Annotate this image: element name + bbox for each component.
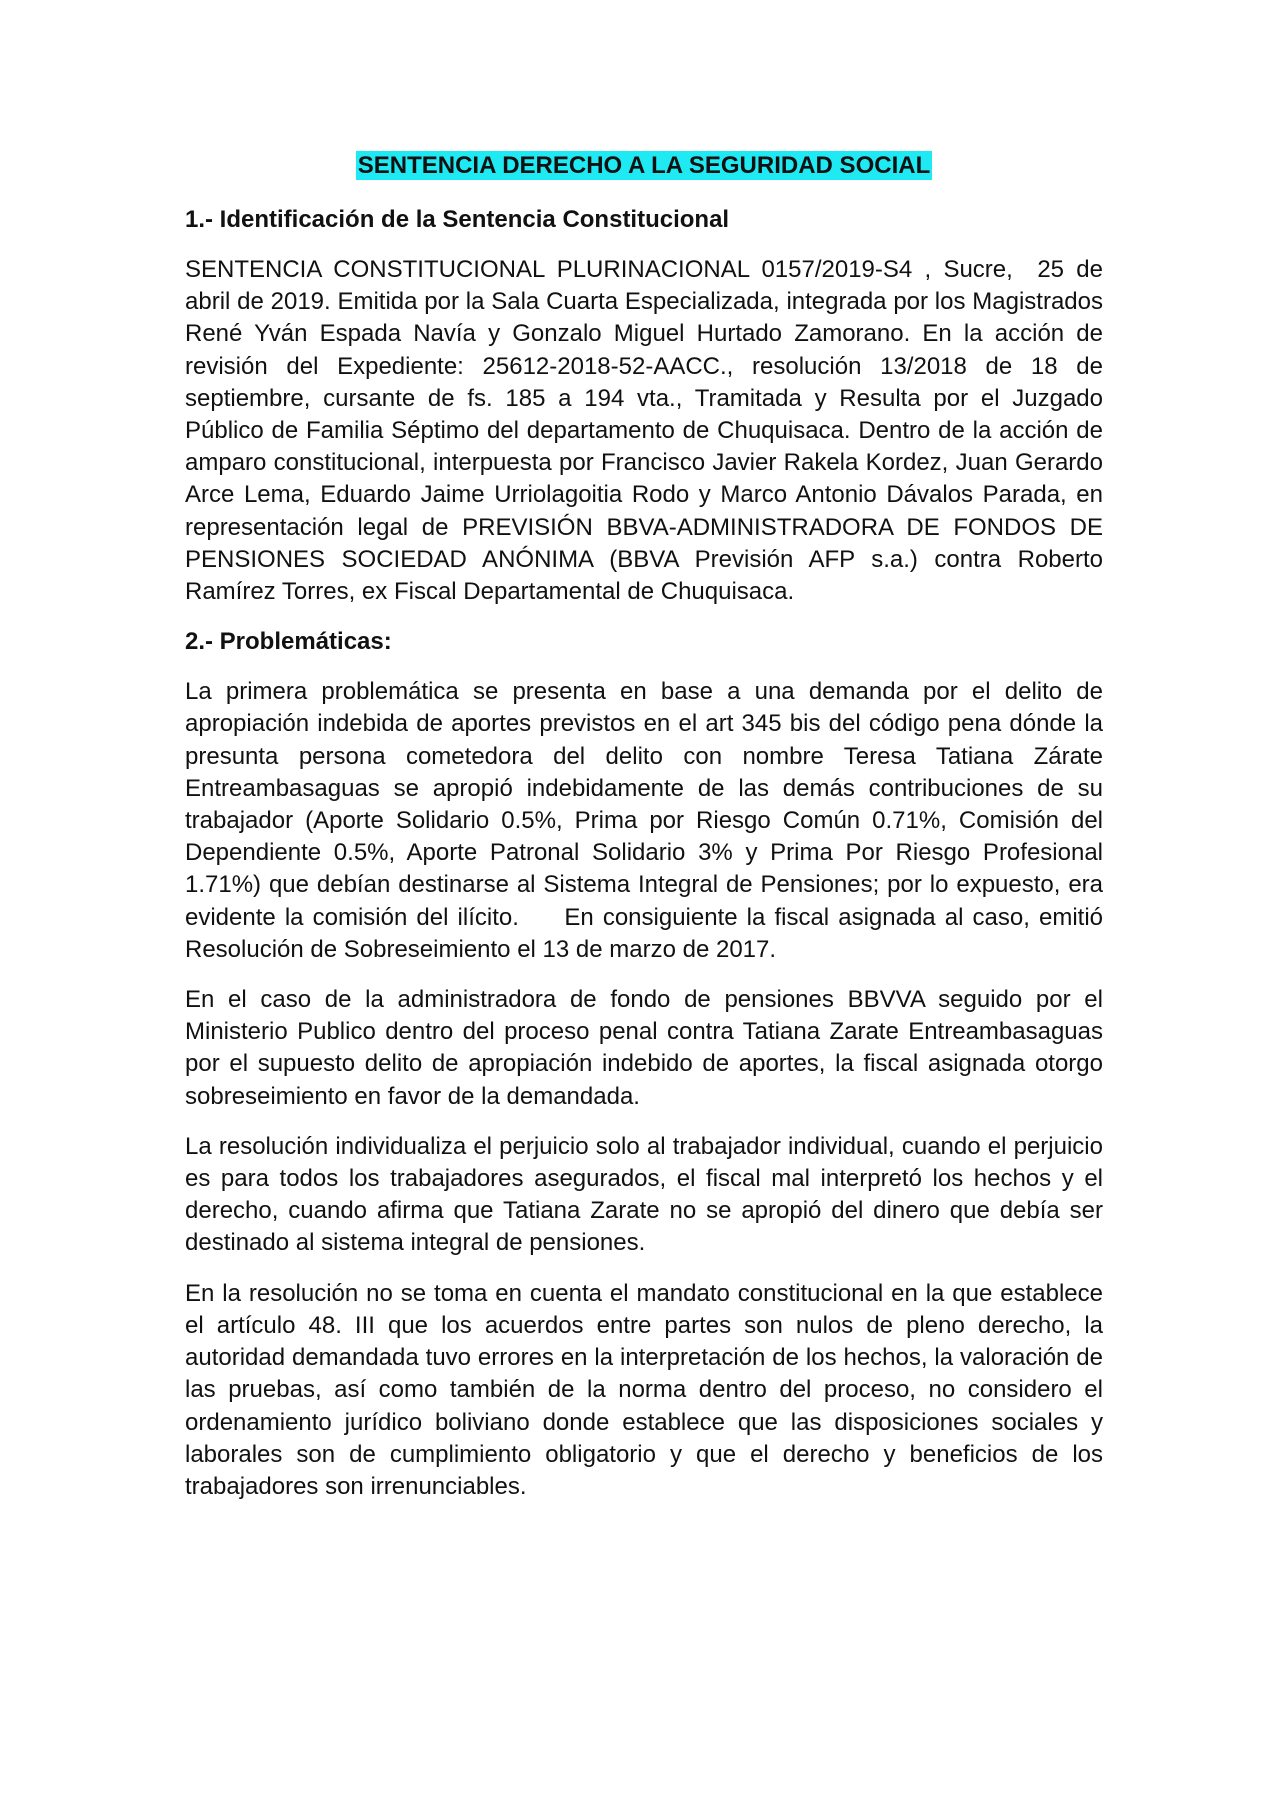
section-problematicas <box>185 626 1110 1503</box>
section-heading: 2.- Problemáticas: <box>185 628 392 656</box>
document-page <box>185 150 1110 1521</box>
paragraph: En el caso de la administradora de fondo de pensiones BBVVA seguido por el Ministerio Publico dentro del proceso penal contra Tatiana Zarate Entreambasaguas por el supuesto delito de apropiación indebido de aportes, la fiscal asignada otorgo sobreseimiento en favor de la demandada. <box>185 986 1110 1110</box>
paragraph: La resolución individualiza el perjuicio solo al trabajador individual, cuando el perjuicio es para todos los trabajadores asegurados, el fiscal mal interpretó los hechos y el derecho, cuando afirma que Tatiana Zarate no se apropió del dinero que debía ser destinado al sistema integral de pensiones. <box>185 1132 1110 1257</box>
title-line <box>185 150 1103 182</box>
document-title: SENTENCIA DERECHO A LA SEGURIDAD SOCIAL <box>357 152 931 179</box>
section-heading: 1.- Identificación de la Sentencia Constitucional <box>185 206 730 233</box>
paragraph: La primera problemática se presenta en base a una demanda por el delito de apropiación indebida de aportes previstos en el art 345 bis del código pena dónde la presunta persona cometedora del delito con nombre Teresa Tatiana Zárate Entreambasaguas se apropió indebidamente de las demás contribuciones de su trabajador (Aporte Solidario 0.5%, Prima por Riesgo Común 0.71%, Comisión del Dependiente 0.5%, Aporte Patronal Solidario 3% y Prima Por Riesgo Profesional 1.71%) que debían destinarse al Sistema Integral de Pensiones; por lo expuesto, era evidente la comisión del ilícito. En consiguiente la fiscal asignada al caso, emitió Resolución de Sobreseimiento el 13 de marzo de 2017. <box>185 678 1110 963</box>
section-identification <box>185 204 1110 608</box>
paragraph: SENTENCIA CONSTITUCIONAL PLURINACIONAL 0157/2019-S4 , Sucre, 25 de abril de 2019. Emitida por la Sala Cuarta Especializada, integrada por los Magistrados René Yván Espada Navía y Gonzalo Miguel Hurtado Zamorano. En la acción de revisión del Expediente: 25612-2018-52-AACC., resolución 13/2018 de 18 de septiembre, cursante de fs. 185 a 194 vta., Tramitada y Resulta por el Juzgado Público de Familia Séptimo del departamento de Chuquisaca. Dentro de la acción de amparo constitucional, interpuesta por Francisco Javier Rakela Kordez, Juan Gerardo Arce Lema, Eduardo Jaime Urriolagoitia Rodo y Marco Antonio Dávalos Parada, en representación legal de PREVISIÓN BBVA-ADMINISTRADORA DE FONDOS DE PENSIONES SOCIEDAD ANÓNIMA (BBVA Previsión AFP s.a.) contra Roberto Ramírez Torres, ex Fiscal Departamental de Chuquisaca. <box>185 256 1110 606</box>
paragraph: En la resolución no se toma en cuenta el mandato constitucional en la que establece el artículo 48. III que los acuerdos entre partes son nulos de pleno derecho, la autoridad demandada tuvo errores en la interpretación de los hechos, la valoración de las pruebas, así como también de la norma dentro del proceso, no considero el ordenamiento jurídico boliviano donde establece que las disposiciones sociales y laborales son de cumplimiento obligatorio y que el derecho y beneficios de los trabajadores son irrenunciables. <box>185 1279 1110 1500</box>
